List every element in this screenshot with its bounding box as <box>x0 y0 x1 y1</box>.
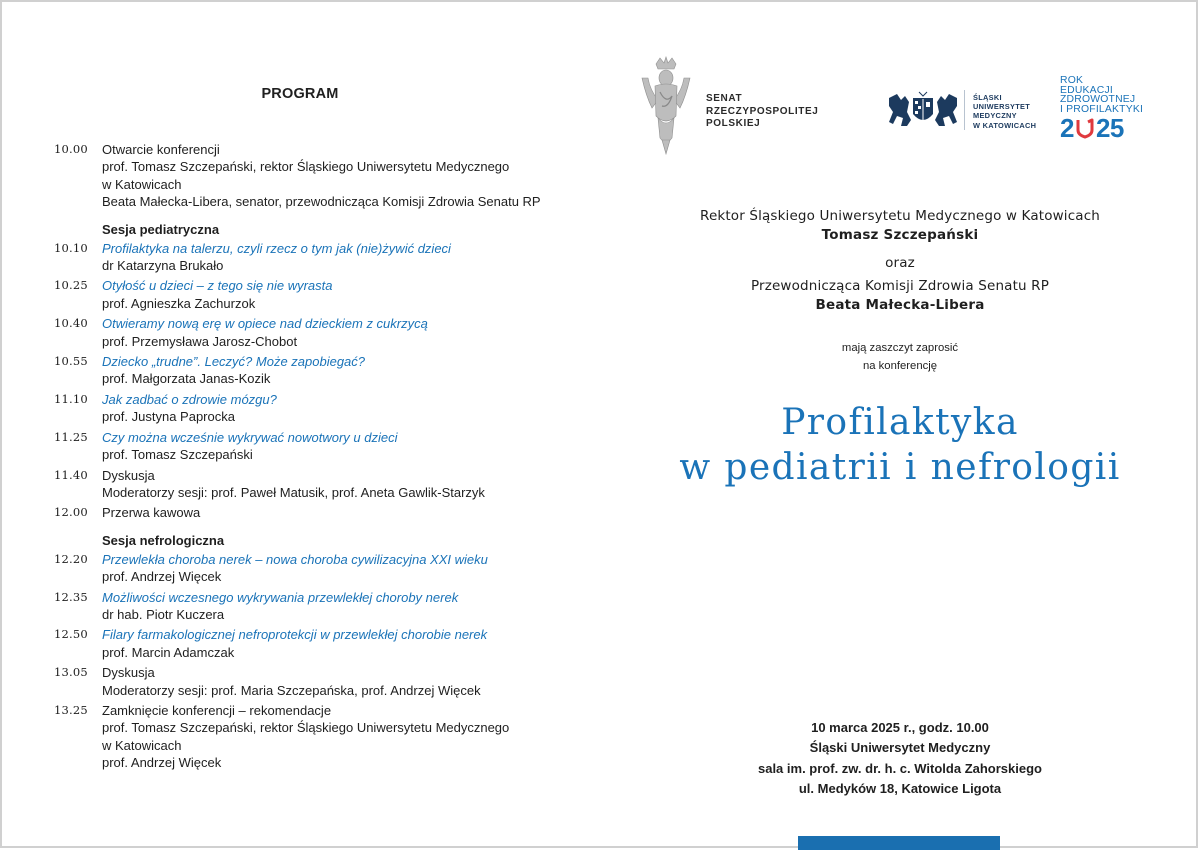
program-item-discussion <box>54 467 574 502</box>
conference-title-line: Profilaktyka <box>781 402 1019 443</box>
year-digit: 2 <box>1060 113 1074 144</box>
item-time: 13.05 <box>54 665 88 680</box>
sum-line: UNIWERSYTET <box>973 102 1031 112</box>
event-details <box>600 718 1200 799</box>
rok-line: ZDROWOTNEJ <box>1060 94 1136 106</box>
sum-logo-text <box>973 93 1036 130</box>
item-time: 13.25 <box>54 702 88 717</box>
senat-logo-text <box>706 93 818 131</box>
rok-edukacji-logo <box>1060 76 1160 148</box>
invite-text: na konferencję <box>862 360 938 372</box>
session-heading-pediatric: Sesja pediatryczna <box>102 221 220 237</box>
item-title: Przerwa kawowa <box>102 505 201 521</box>
year-digits: 25 <box>1095 113 1124 144</box>
item-time: 11.40 <box>54 467 88 482</box>
program-list <box>54 141 574 775</box>
sum-logo <box>887 86 1062 136</box>
program-item <box>54 240 574 275</box>
shield-zero-icon <box>1075 117 1095 139</box>
item-time: 11.25 <box>54 429 88 444</box>
conjunction-text: oraz <box>885 255 915 271</box>
speaker: prof. Agnieszka Zachurzok <box>102 295 256 311</box>
talk-title: Jak zadbać o zdrowie mózgu? <box>102 391 277 407</box>
host1-name <box>600 227 1200 243</box>
speaker: prof. Przemysława Jarosz-Chobot <box>102 333 298 349</box>
invite-line-2 <box>600 360 1200 372</box>
senat-logo <box>638 56 838 156</box>
talk-title: Czy można wcześnie wykrywać nowotwory u dzieci <box>102 429 398 445</box>
item-title: Zamknięcie konferencji – rekomendacje <box>102 702 332 718</box>
event-address: ul. Medyków 18, Katowice Ligota <box>798 780 1002 796</box>
speaker: prof. Tomasz Szczepański <box>102 447 253 463</box>
item-line: w Katowicach <box>102 176 182 192</box>
host2-name-text: Beata Małecka-Libera <box>815 297 985 313</box>
host2-role-text: Przewodnicząca Komisji Zdrowia Senatu RP <box>750 278 1049 294</box>
program-item <box>54 429 574 464</box>
program-item <box>54 277 574 312</box>
item-line: Beata Małecka-Libera, senator, przewodnicząca Komisji Zdrowia Senatu RP <box>102 194 541 210</box>
program-item <box>54 589 574 624</box>
talk-title: Otyłość u dzieci – z tego się nie wyrasta <box>102 278 333 294</box>
rok-line: EDUKACJI <box>1060 84 1113 96</box>
event-venue: Śląski Uniwersytet Medyczny <box>809 740 991 756</box>
senat-line: RZECZYPOSPOLITEJ <box>706 105 819 117</box>
sum-line: ŚLĄSKI <box>973 93 1002 102</box>
moderators: Moderatorzy sesji: prof. Paweł Matusik, prof. Aneta Gawlik-Starzyk <box>102 484 485 500</box>
logo-divider <box>964 90 965 130</box>
item-time: 10.00 <box>54 142 88 156</box>
rok-line: I PROFILAKTYKI <box>1060 103 1144 115</box>
speaker: prof. Marcin Adamczak <box>102 644 235 660</box>
conjunction <box>600 255 1200 271</box>
speaker: dr Katarzyna Brukało <box>102 258 224 274</box>
item-time: 12.50 <box>54 627 88 642</box>
item-time: 12.35 <box>54 589 88 604</box>
item-line: prof. Tomasz Szczepański, rektor Śląskiego Uniwersytetu Medycznego <box>102 159 510 175</box>
event-date: 10 marca 2025 r., godz. 10.00 <box>811 720 989 735</box>
item-title: Otwarcie konferencji <box>102 142 220 157</box>
item-time: 10.55 <box>54 354 88 369</box>
item-title: Dyskusja <box>102 467 155 483</box>
item-time: 12.00 <box>54 505 88 520</box>
speaker: dr hab. Piotr Kuczera <box>102 606 225 622</box>
speaker: prof. Małgorzata Janas-Kozik <box>102 371 271 387</box>
program-item <box>54 315 574 350</box>
item-line: prof. Tomasz Szczepański, rektor Śląskiego Uniwersytetu Medycznego <box>102 720 510 736</box>
item-time: 12.20 <box>54 551 88 566</box>
invitation-panel <box>600 0 1200 850</box>
program-item <box>54 626 574 661</box>
talk-title: Możliwości wczesnego wykrywania przewlekłej choroby nerek <box>102 589 459 605</box>
senat-line: SENAT <box>706 93 743 104</box>
program-item-discussion <box>54 664 574 699</box>
conference-title-line: w pediatrii i nefrologii <box>679 447 1121 488</box>
program-title: PROGRAM <box>261 86 339 102</box>
program-item <box>54 551 574 586</box>
sum-line: MEDYCZNY <box>973 111 1017 121</box>
accent-bar <box>798 836 1000 850</box>
host1-name-text: Tomasz Szczepański <box>821 227 979 243</box>
program-item-closing <box>54 702 574 772</box>
sum-line: W KATOWICACH <box>973 120 1037 130</box>
invite-text: mają zaszczyt zaprosić <box>841 342 959 354</box>
program-item-break <box>54 504 574 521</box>
invite-line-1 <box>600 342 1200 354</box>
senat-line: POLSKIEJ <box>706 118 761 129</box>
host1-role-text: Rektor Śląskiego Uniwersytetu Medycznego w Katowicach <box>700 208 1100 224</box>
talk-title: Profilaktyka na talerzu, czyli rzecz o tym jak (nie)żywić dzieci <box>102 240 451 256</box>
rok-year <box>1060 113 1160 144</box>
program-item-opening <box>54 141 574 211</box>
conference-title <box>600 400 1200 490</box>
speaker: prof. Andrzej Więcek <box>102 569 222 585</box>
host1-role <box>600 208 1200 224</box>
item-title: Dyskusja <box>102 665 155 681</box>
item-line: w Katowicach <box>102 737 182 753</box>
talk-title: Filary farmakologicznej nefroprotekcji w przewlekłej chorobie nerek <box>102 627 488 643</box>
eagle-crest-icon <box>638 56 694 156</box>
host2-name <box>600 297 1200 313</box>
item-time: 10.25 <box>54 278 88 293</box>
talk-title: Dziecko „trudne”. Leczyć? Może zapobiegać? <box>102 354 366 370</box>
program-item <box>54 353 574 388</box>
talk-title: Przewlekła choroba nerek – nowa choroba cywilizacyjna XXI wieku <box>102 551 488 567</box>
item-time: 11.10 <box>54 391 88 406</box>
speaker: prof. Justyna Paprocka <box>102 409 235 425</box>
item-time: 10.10 <box>54 240 88 255</box>
item-line: prof. Andrzej Więcek <box>102 755 222 771</box>
moderators: Moderatorzy sesji: prof. Maria Szczepańska, prof. Andrzej Więcek <box>102 682 481 698</box>
program-item <box>54 391 574 426</box>
talk-title: Otwieramy nową erę w opiece nad dzieckiem z cukrzycą <box>102 316 428 332</box>
item-time: 10.40 <box>54 316 88 331</box>
event-room: sala im. prof. zw. dr. h. c. Witolda Zahorskiego <box>757 760 1042 776</box>
session-heading-nephrology: Sesja nefrologiczna <box>102 532 225 548</box>
griffins-crest-icon <box>887 90 959 130</box>
rok-line: ROK <box>1060 75 1084 86</box>
host2-role <box>600 278 1200 294</box>
